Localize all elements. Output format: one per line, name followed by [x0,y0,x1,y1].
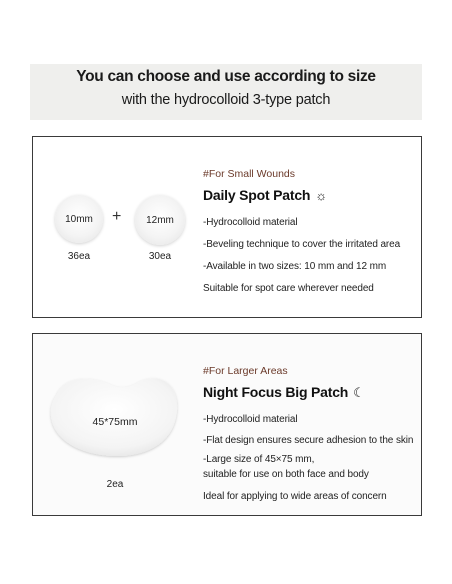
big-feature-1: -Hydrocolloid material [203,414,298,425]
big-feature-2: -Flat design ensures secure adhesion to the skin [203,435,414,446]
big-feature-4: suitable for use on both face and body [203,469,369,480]
spot-patch-title [203,187,327,203]
patch-10mm-image [55,195,103,243]
big-feature-5: Ideal for applying to wide areas of concern [203,491,387,502]
patch-10mm-label: 10mm [65,213,93,225]
big-patch-title [203,384,365,401]
patch-12mm-count: 30ea [148,251,172,262]
spot-patch-title-text: Daily Spot Patch [203,187,311,203]
spot-patch-panel [32,136,422,318]
big-patch-tag: #For Larger Areas [203,365,288,377]
patch-12mm-image [135,195,185,245]
big-patch-size-label: 45*75mm [92,416,138,428]
big-patch-count: 2ea [106,479,124,490]
big-patch-title-text: Night Focus Big Patch [203,384,349,400]
patch-10mm-count: 36ea [67,251,91,262]
spot-patch-tag: #For Small Wounds [203,168,296,180]
plus-sign: + [112,208,122,225]
page-headline: You can choose and use according to size [76,68,376,85]
moon-icon: ☾ [353,385,365,400]
page-subline: with the hydrocolloid 3-type patch [121,92,331,108]
big-feature-3: -Large size of 45×75 mm, [203,454,315,465]
patch-12mm-label: 12mm [146,214,174,226]
spot-feature-1: -Hydrocolloid material [203,217,298,228]
spot-feature-4: Suitable for spot care wherever needed [203,283,374,294]
spot-feature-2: -Beveling technique to cover the irritated area [203,239,401,250]
big-patch-panel [32,333,422,516]
spot-feature-3: -Available in two sizes: 10 mm and 12 mm [203,261,387,272]
sun-icon: ☼ [315,188,327,203]
